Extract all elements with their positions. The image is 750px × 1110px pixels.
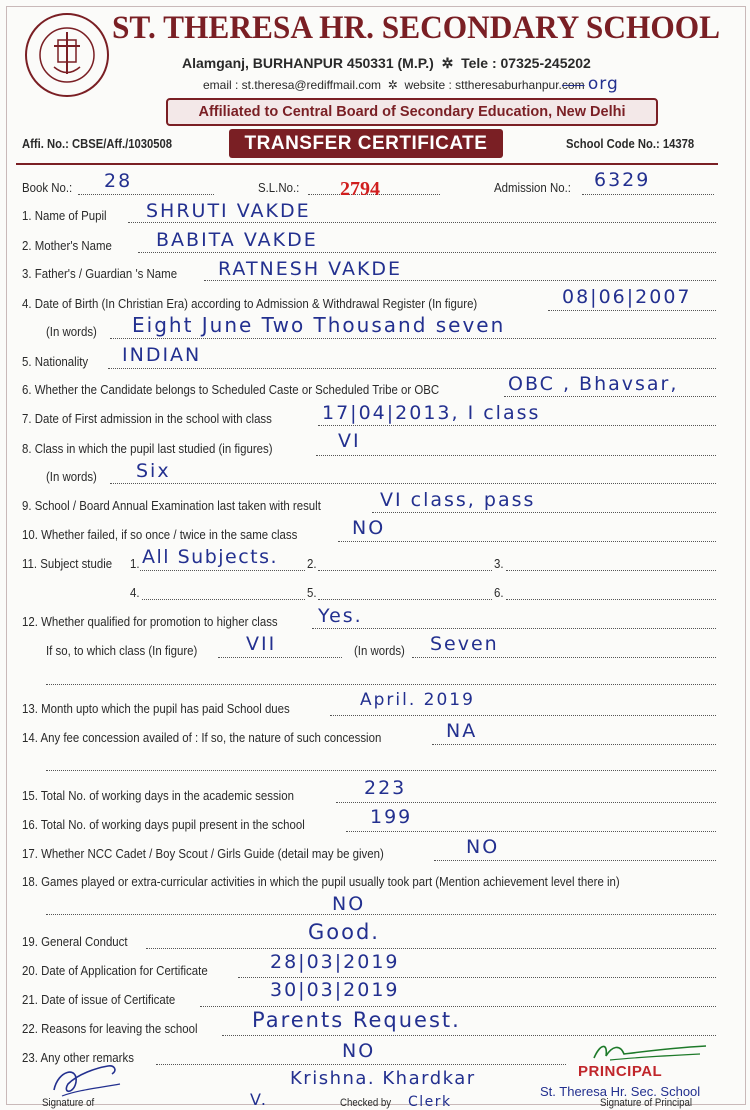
principal-signature [590,1036,710,1064]
school-code: School Code No.: 14378 [566,137,695,151]
field-3-value: RATNESH VAKDE [218,258,403,280]
field-12-class-value: VII [246,633,277,655]
field-2-label: 2. Mother's Name [22,238,112,253]
website-correction: org [587,74,619,94]
field-15-label: 15. Total No. of working days in the academic session [22,788,294,803]
field-12-words-value: Seven [430,633,499,655]
field-11-value: All Subjects. [142,546,279,568]
affiliation-number: Affi. No.: CBSE/Aff./1030508 [22,137,173,151]
field-10-label: 10. Whether failed, if so once / twice in the same class [22,527,298,542]
address-text: Alamganj, BURHANPUR 450331 (M.P.) [182,55,434,71]
website-text: website : sttheresaburhanpur. [404,78,562,92]
signature-left-label: Signature of [42,1097,95,1109]
field-2-value: BABITA VAKDE [156,229,318,251]
field-4-words-value: Eight June Two Thousand seven [132,313,506,337]
field-22-value: Parents Request. [252,1008,461,1032]
field-13-label: 13. Month upto which the pupil has paid School dues [22,701,290,716]
field-6-label: 6. Whether the Candidate belongs to Scheduled Caste or Scheduled Tribe or OBC [22,382,440,397]
field-12-label: 12. Whether qualified for promotion to higher class [22,614,278,629]
field-11-label: 11. Subject studie [22,556,113,571]
field-18-value: NO [332,893,366,915]
asterisk-icon: ✲ [437,55,458,71]
field-7-label: 7. Date of First admission in the school with class [22,411,272,426]
field-7-value: 17|04|2013, I class [322,402,541,424]
field-19-value: Good. [308,920,380,944]
field-15-value: 223 [364,777,407,799]
field-8-words-label: (In words) [46,469,97,484]
field-20-label: 20. Date of Application for Certificate [22,963,208,978]
book-no-label: Book No.: [22,180,73,195]
field-5-value: INDIAN [122,344,202,366]
email-text: email : st.theresa@rediffmail.com [203,78,382,92]
school-name: ST. THERESA HR. SECONDARY SCHOOL [112,10,721,46]
checked-by-value: Clerk [408,1094,452,1110]
field-11-n2: 2. [307,556,317,571]
field-8-value: VI [338,430,361,452]
principal-signature-label: Signature of Principal [600,1097,693,1109]
field-3-label: 3. Father's / Guardian 's Name [22,266,178,281]
field-12-value: Yes. [318,605,363,627]
certificate-title: TRANSFER CERTIFICATE [229,129,503,158]
field-9-value: VI class, pass [380,489,536,511]
tele-text: Tele : 07325-245202 [461,55,591,71]
field-9-label: 9. School / Board Annual Examination last taken with result [22,498,321,513]
field-6-value: OBC , Bhavsar, [508,373,679,395]
field-14-value: NA [446,720,478,742]
principal-stamp: PRINCIPAL [578,1063,663,1080]
field-1-label: 1. Name of Pupil [22,208,107,223]
field-16-value: 199 [370,806,413,828]
field-11-n5: 5. [307,585,317,600]
admission-no-value: 6329 [594,169,651,191]
field-17-label: 17. Whether NCC Cadet / Boy Scout / Girls Guide (detail may be given) [22,846,384,861]
field-1-value: SHRUTI VAKDE [146,200,311,222]
checker-initials: V. [250,1090,268,1109]
field-11-n6: 6. [494,585,504,600]
field-4-words-label: (In words) [46,324,97,339]
field-21-label: 21. Date of issue of Certificate [22,992,176,1007]
school-contact [203,74,619,94]
field-21-value: 30|03|2019 [270,979,400,1001]
asterisk-icon: ✲ [384,78,402,92]
checker-name: Krishna. Khardkar [290,1068,476,1089]
field-4-label: 4. Date of Birth (In Christian Era) according to Admission & Withdrawal Register (In figure) [22,296,478,311]
principal-school: St. Theresa Hr. Sec. School [540,1084,701,1099]
field-16-label: 16. Total No. of working days pupil present in the school [22,817,305,832]
field-11-n4: 4. [130,585,140,600]
sl-no-label: S.L.No.: [258,180,300,195]
field-19-label: 19. General Conduct [22,934,128,949]
field-12-words-label: (In words) [354,643,405,658]
checked-by-label: Checked by [340,1097,392,1109]
affiliation-banner: Affiliated to Central Board of Secondary Education, New Delhi [166,98,658,126]
field-23-value: NO [342,1040,376,1062]
field-4-value: 08|06|2007 [562,286,692,308]
school-logo [24,12,110,98]
field-8-words-value: Six [136,460,171,482]
website-struck: com [561,78,585,92]
admission-no-label: Admission No.: [494,180,571,195]
school-address [182,55,591,72]
field-13-value: April. 2019 [360,690,475,710]
book-no-value: 28 [104,170,133,192]
field-20-value: 28|03|2019 [270,951,400,973]
header-divider [16,163,718,165]
field-12-class-label: If so, to which class (In figure) [46,643,198,658]
sl-no-value: 2794 [340,178,380,200]
field-23-label: 23. Any other remarks [22,1050,134,1065]
field-10-value: NO [352,517,386,539]
signature-left [48,1060,128,1100]
field-18-label: 18. Games played or extra-curricular activities in which the pupil usually took part (Mention achievement level there in) [22,874,620,889]
field-17-value: NO [466,836,500,858]
field-5-label: 5. Nationality [22,354,89,369]
field-11-n3: 3. [494,556,504,571]
field-8-label: 8. Class in which the pupil last studied (in figures) [22,441,273,456]
field-22-label: 22. Reasons for leaving the school [22,1021,198,1036]
field-14-label: 14. Any fee concession availed of : If so, the nature of such concession [22,730,382,745]
field-11-n1: 1. [130,556,140,571]
